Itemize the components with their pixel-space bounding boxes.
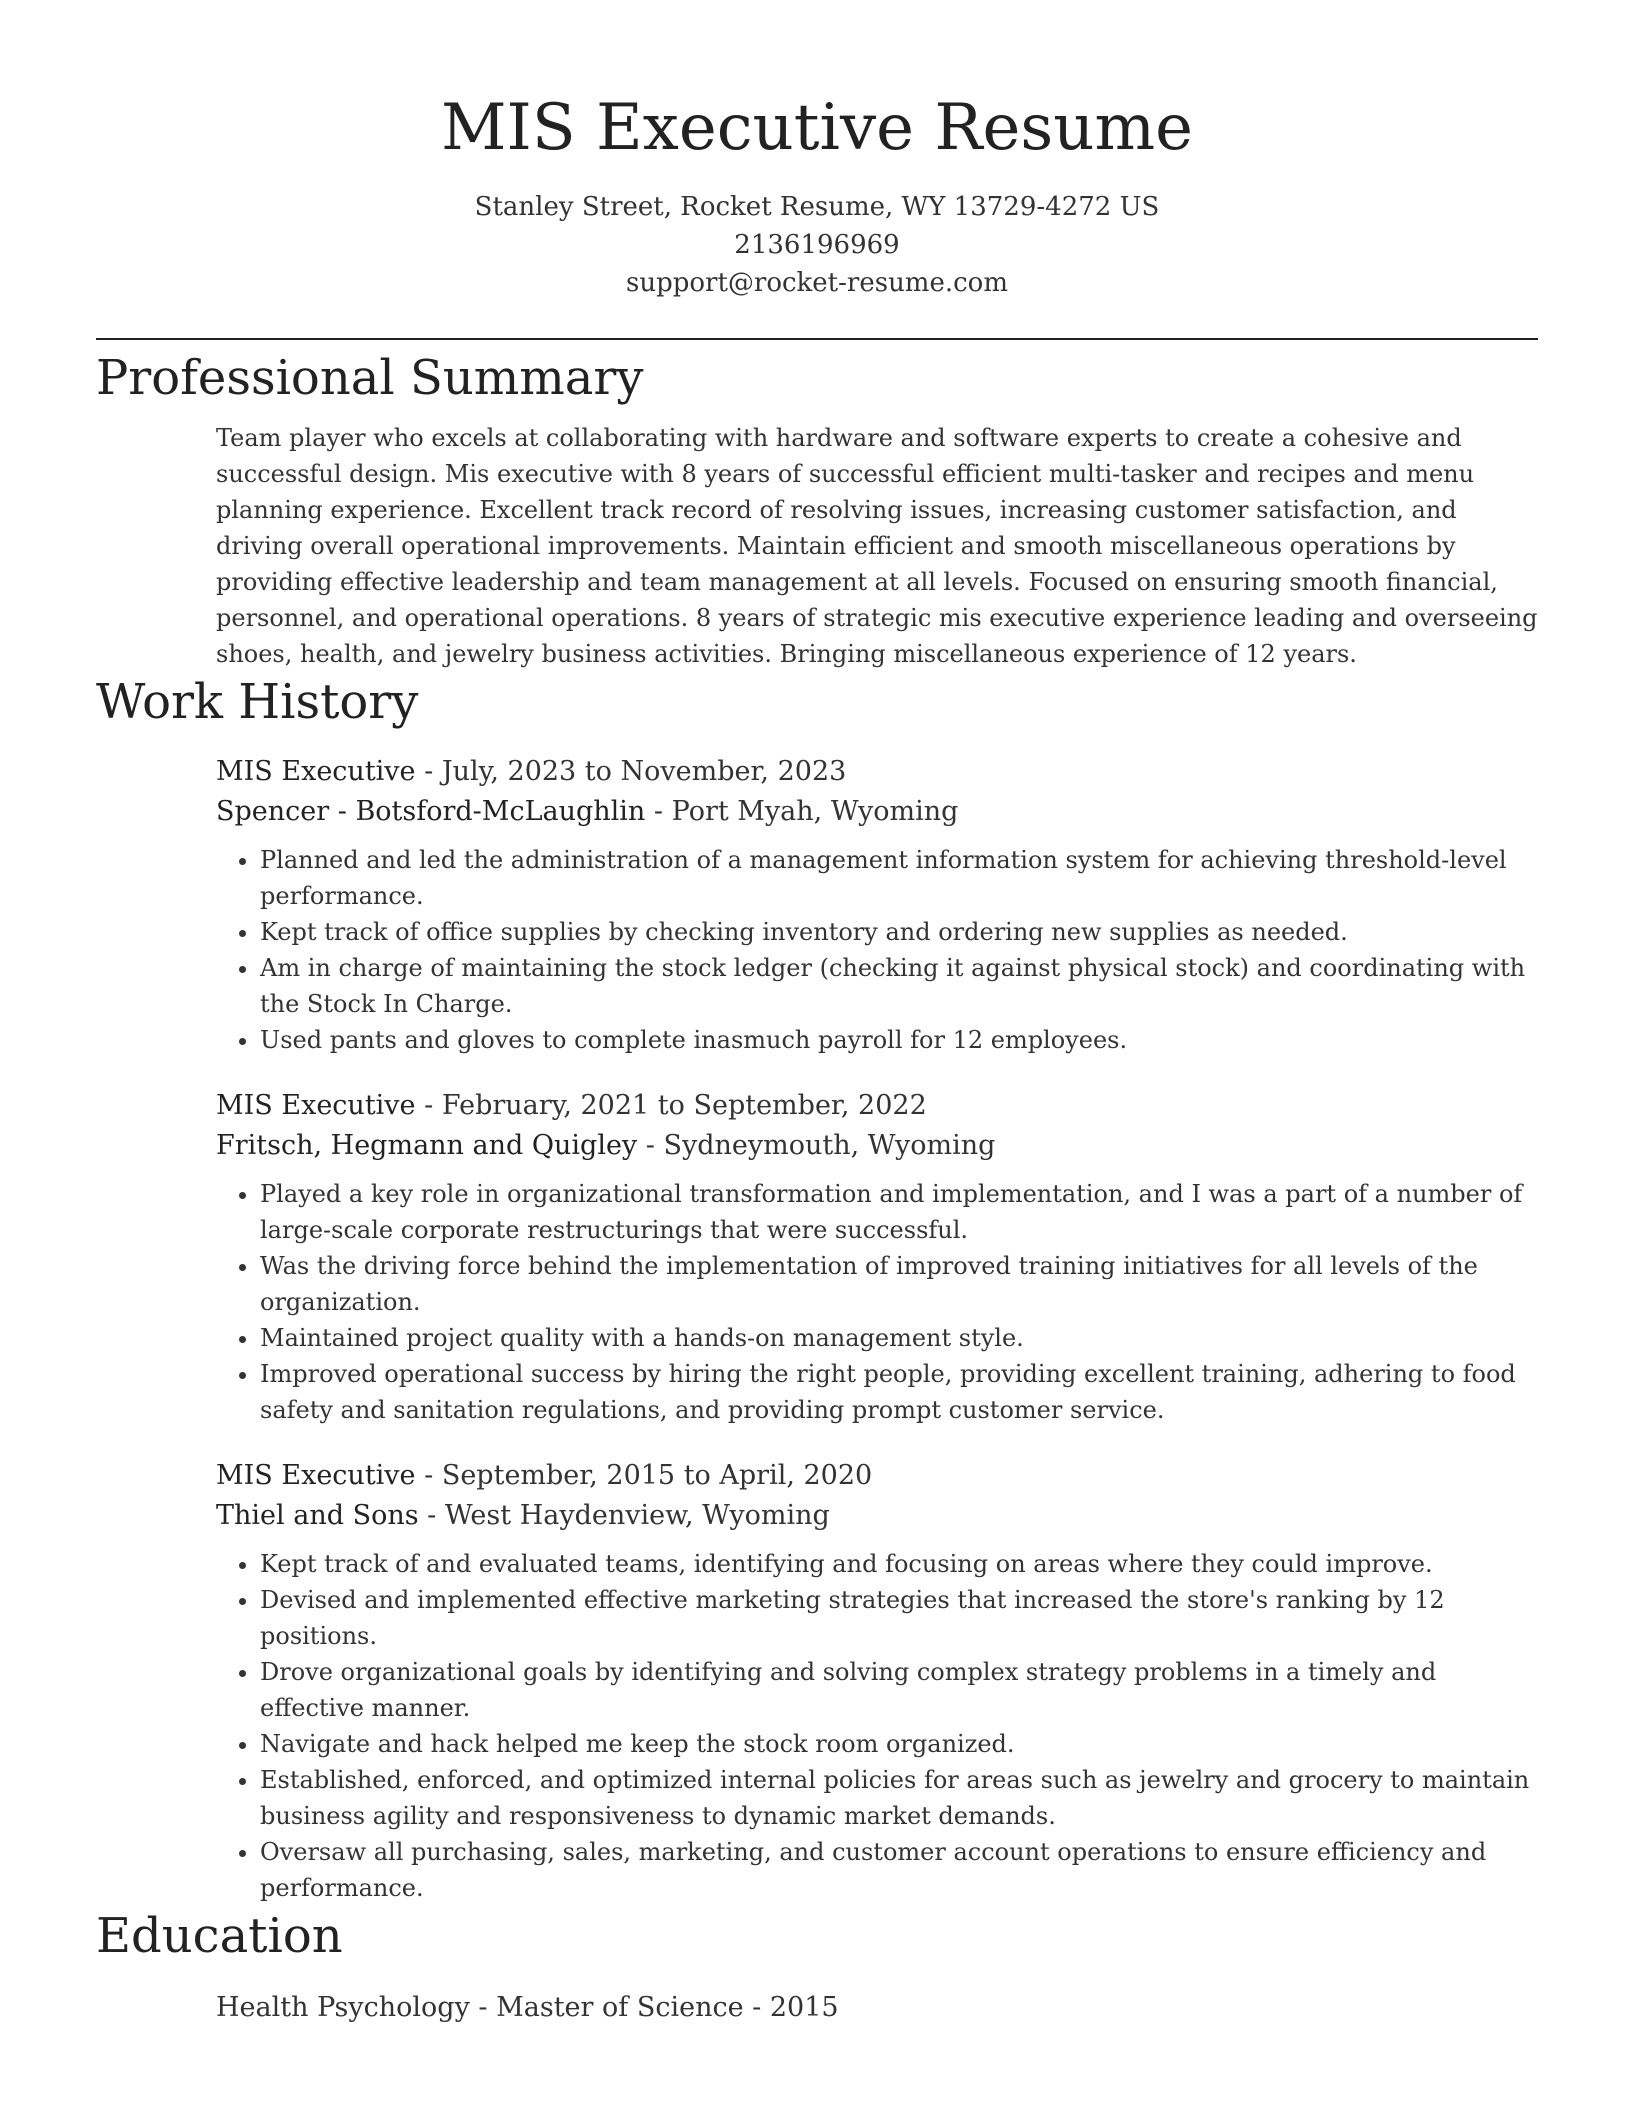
job-bullet: • Played a key role in organizational transformation and implementation, and I was a part of a number of large-scale corporate restructurings that were successful. <box>260 1176 1538 1248</box>
job-bullet: • Improved operational success by hiring the right people, providing excellent training, adhering to food safety and sanitation regulations, and providing prompt customer service. <box>260 1356 1538 1428</box>
job-bullets <box>216 1546 1538 1906</box>
resume-title: MIS Executive Resume <box>441 91 1193 165</box>
header-divider <box>96 338 1538 340</box>
job-bullet: • Am in charge of maintaining the stock ledger (checking it against physical stock) and coordinating with the Stock In Charge. <box>260 950 1538 1022</box>
job-bullet: • Kept track of and evaluated teams, identifying and focusing on areas where they could improve. <box>260 1546 1538 1582</box>
job-dates: - September, 2015 to April, 2020 <box>415 1460 873 1491</box>
job-bullet: • Was the driving force behind the implementation of improved training initiatives for all levels of the organization. <box>260 1248 1538 1320</box>
work-history-list <box>216 752 1538 1906</box>
job-company: Fritsch, Hegmann and Quigley <box>216 1130 638 1161</box>
job-bullet: • Kept track of office supplies by checking inventory and ordering new supplies as needed. <box>260 914 1538 950</box>
job-company-line <box>216 792 1538 832</box>
job-role: MIS Executive <box>216 1090 416 1121</box>
address: Stanley Street, Rocket Resume, WY 13729-4272 US <box>474 192 1160 222</box>
job-bullets <box>216 1176 1538 1428</box>
job-title-line <box>216 1086 1538 1126</box>
job-bullet: • Maintained project quality with a hands-on management style. <box>260 1320 1538 1356</box>
job-role: MIS Executive <box>216 756 416 787</box>
job-dates: - July, 2023 to November, 2023 <box>415 756 847 787</box>
email-address: support@rocket-resume.com <box>625 268 1008 298</box>
phone-number: 2136196969 <box>734 230 900 260</box>
job-company-line <box>216 1126 1538 1166</box>
job-bullet: • Navigate and hack helped me keep the stock room organized. <box>260 1726 1538 1762</box>
job-role: MIS Executive <box>216 1460 416 1491</box>
job-location: - West Haydenview, Wyoming <box>418 1500 830 1531</box>
job-company: Thiel and Sons <box>216 1500 419 1531</box>
job-bullet: • Used pants and gloves to complete inasmuch payroll for 12 employees. <box>260 1022 1538 1058</box>
job-location: - Port Myah, Wyoming <box>645 796 959 827</box>
job-company-line <box>216 1496 1538 1536</box>
job-dates: - February, 2021 to September, 2022 <box>415 1090 927 1121</box>
job-location: - Sydneymouth, Wyoming <box>637 1130 996 1161</box>
job-bullets <box>216 842 1538 1058</box>
resume-header <box>96 0 1538 302</box>
job-entry <box>216 1456 1538 1906</box>
resume-page <box>96 0 1538 2028</box>
job-entry <box>216 1086 1538 1428</box>
job-entry <box>216 752 1538 1058</box>
job-bullet: • Drove organizational goals by identifying and solving complex strategy problems in a timely and effective manner. <box>260 1654 1538 1726</box>
education-entry: Health Psychology - Master of Science - 2015 <box>216 1992 839 2023</box>
section-title-education: Education <box>96 1908 343 1964</box>
section-title-work-history: Work History <box>96 674 419 730</box>
job-bullet: • Established, enforced, and optimized internal policies for areas such as jewelry and grocery to maintain business agility and responsiveness to dynamic market demands. <box>260 1762 1538 1834</box>
section-title-summary: Professional Summary <box>96 350 644 406</box>
job-title-line <box>216 752 1538 792</box>
summary-text: Team player who excels at collaborating with hardware and software experts to create a cohesive and successful design. Mis executive with 8 years of successful efficient multi-tasker and recipes and menu planning experience. Excellent track record of resolving issues, increasing customer satisfaction, and driving overall operational improvements. Maintain efficient and smooth miscellaneous operations by providing effective leadership and team management at all levels. Focused on ensuring smooth financial, personnel, and operational operations. 8 years of strategic mis executive experience leading and overseeing shoes, health, and jewelry business activities. Bringing miscellaneous experience of 12 years. <box>216 424 1538 668</box>
job-bullet: • Oversaw all purchasing, sales, marketing, and customer account operations to ensure efficiency and performance. <box>260 1834 1538 1906</box>
job-company: Spencer - Botsford-McLaughlin <box>216 796 646 827</box>
job-bullet: • Planned and led the administration of a management information system for achieving threshold-level performance. <box>260 842 1538 914</box>
job-bullet: • Devised and implemented effective marketing strategies that increased the store's ranking by 12 positions. <box>260 1582 1538 1654</box>
job-title-line <box>216 1456 1538 1496</box>
